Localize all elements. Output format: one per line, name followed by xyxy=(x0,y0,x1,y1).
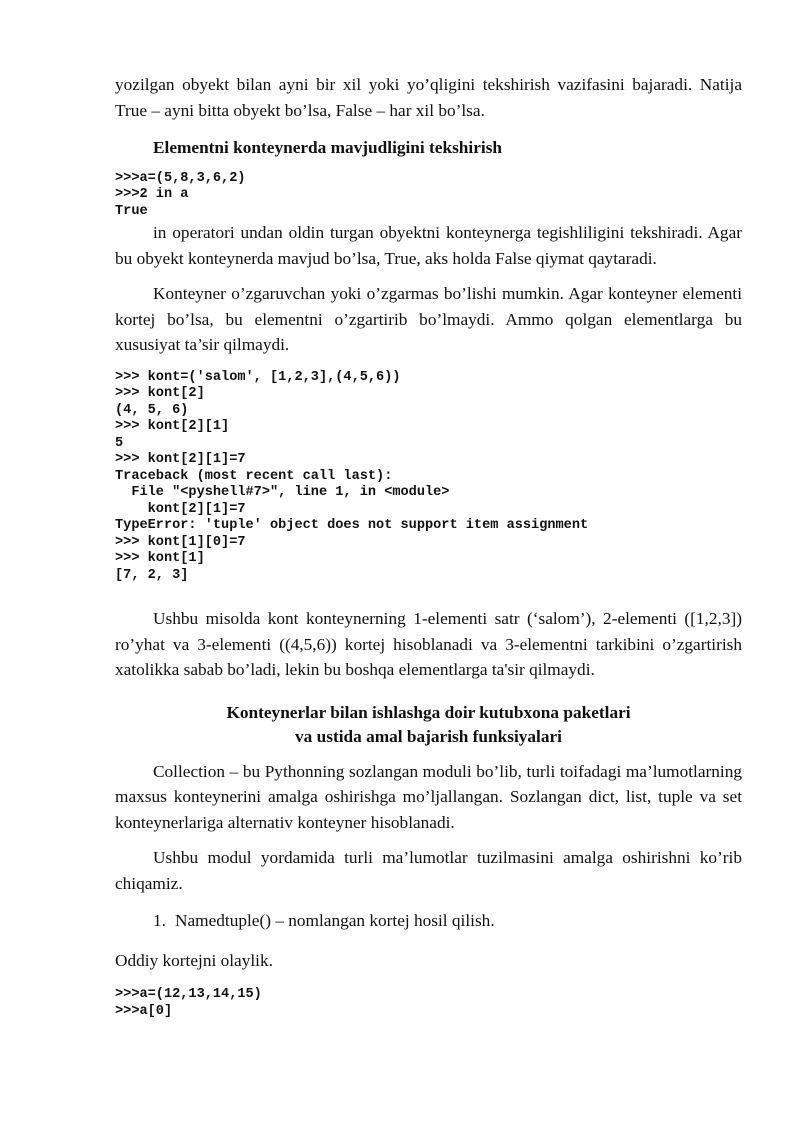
heading-membership-check: Elementni konteynerda mavjudligini tekshirish xyxy=(153,138,503,157)
paragraph-collection-module: Collection – bu Pythonning sozlangan moduli bo’lib, turli toifadagi ma’lumotlarning maxsus konteynerini amalga oshirishga mo’ljallangan. Sozlangan dict, list, tuple va set konteynerlariga alternativ konteyner hisoblanadi. xyxy=(115,761,742,832)
list-item-number: 1. xyxy=(153,911,166,930)
heading-line-2: va ustida amal bajarish funksiyalari xyxy=(295,726,562,746)
paragraph-simple-tuple: Oddiy kortejni olaylik. xyxy=(115,950,273,970)
paragraph-mutability: Konteyner o’zgaruvchan yoki o’zgarmas bo’lishi mumkin. Agar konteyner elementi kortej bo’lsa, bu elementni o’zgartirib bo’lmaydi. Ammo qolgan elementlarga bu xususiyat ta’sir qilmaydi. xyxy=(115,284,742,354)
paragraph-is-operator-end: yozilgan obyekt bilan ayni bir xil yoki yo’qligini tekshirish vazifasini bajaradi. Natija True – ayni bitta obyekt bo’lsa, False – har xil bo’lsa. xyxy=(115,75,742,120)
list-item-namedtuple xyxy=(115,908,742,934)
list-item-text: Namedtuple() – nomlangan kortej hosil qilish. xyxy=(175,911,495,930)
paragraph-module-usage: Ushbu modul yordamida turli ma’lumotlar tuzilmasini amalga oshirishni ko’rib chiqamiz. xyxy=(115,848,742,893)
paragraph-example-explanation: Ushbu misolda kont konteynerning 1-elementi satr (‘salom’), 2-elementi ([1,2,3]) ro’yhat va 3-elementi ((4,5,6)) kortej hisoblanadi va 3-elementni tarkibini o’zgartirish xatolikka sabab bo’ladi, lekin bu boshqa elementlarga ta'sir qilmaydi. xyxy=(115,609,742,679)
code-block-tuple-assignment: >>> kont=('salom', [1,2,3],(4,5,6)) >>> kont[2] (4, 5, 6) >>> kont[2][1] 5 >>> kont[2][1]=7 Traceback (most recent call last): File "<pyshell#7>", line 1, in <module> kont[2][1]=7 TypeError: 'tuple' object does not support item assignment >>> kont[1][0]=7 >>> kont[1] [7, 2, 3] xyxy=(115,369,589,583)
heading-collections-section xyxy=(115,701,742,749)
code-block-in-operator: >>>a=(5,8,3,6,2) >>>2 in a True xyxy=(115,170,246,219)
code-block-simple-tuple: >>>a=(12,13,14,15) >>>a[0] xyxy=(115,987,262,1019)
paragraph-in-operator: in operatori undan oldin turgan obyektni konteynerga tegishliligini tekshiradi. Agar bu obyekt konteynerda mavjud bo’lsa, True, aks holda False qiymat qaytaradi. xyxy=(115,223,742,268)
heading-line-1: Konteynerlar bilan ishlashga doir kutubxona paketlari xyxy=(226,702,631,722)
